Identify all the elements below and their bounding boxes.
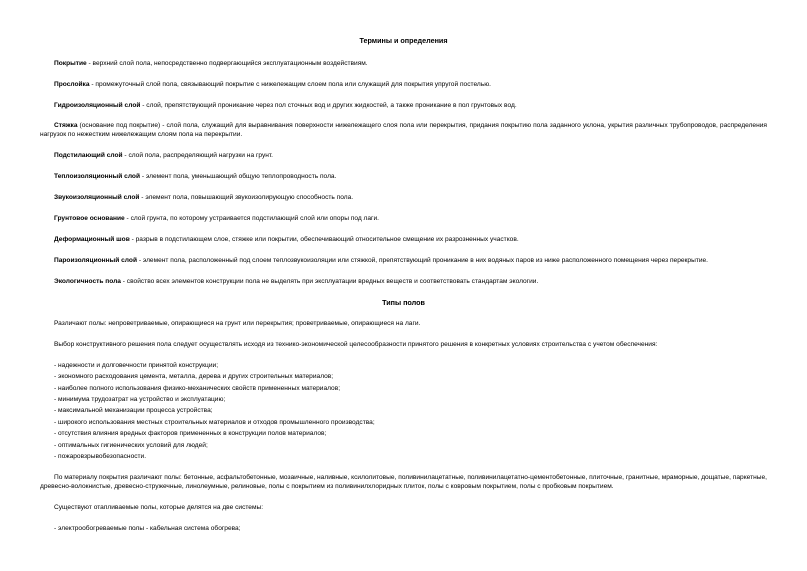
term-text: - слой, препятствующий проникание через пол сточных вод и других жидкостей, а также проникание в пол грунтовых вод. [140,101,517,109]
section-title-terms: Термины и определения [359,36,448,45]
term-text: - слой грунта, по которому устраивается подстилающий слой или опоры под лаги. [124,214,379,222]
term-name: Грунтовое основание [54,214,125,222]
list-item: - широкого использования местных строительных материалов и отходов промышленного производства; [54,418,375,426]
term-definition [40,278,767,287]
list-item: - наиболее полного использования физико-механических свойств примененных материалов; [54,384,341,392]
term-name: Пароизоляционный слой [54,256,137,264]
term-name: Гидроизоляционный слой [54,101,141,109]
paragraph: Выбор конструктивного решения пола следует осуществлять исходя из технико-экономической целесообразности принятого решения в конкретных условиях строительства с учетом обеспечения: [54,341,658,349]
list-item: - оптимальных гигиенических условий для людей; [54,441,208,449]
term-text: - промежуточный слой пола, связывающий покрытие с нижележащим слоем пола или служащий для покрытия упругой постелью. [89,80,491,88]
list-item: - экономного расходования цемента, металла, дерева и других строительных материалов; [54,373,334,381]
list-item: - пожаровзрывобезопасности. [54,453,147,461]
section-title-floor-types: Типы полов [382,298,425,308]
term-name: Стяжка [54,122,78,130]
term-text: - верхний слой пола, непосредственно подвергающийся эксплуатационным воздействиям. [86,59,368,67]
term-definition [40,215,767,224]
term-definition [40,122,767,140]
list-item: - надежности и долговечности принятой конструкции; [54,361,219,369]
term-definition [40,257,767,266]
term-text: - элемент пола, расположенный под слоем теплозвукоизоляции или стяжкой, препятствующий проникание в них водяных паров из ниже расположенного помещения через перекрытие. [137,256,709,264]
term-name: Деформационный шов [54,235,130,243]
paragraph: По материалу покрытия различают полы: бетонные, асфальтобетонные, мозаичные, наливные, ксилолитовые, поливинилацетатные, поливинилацетатно-цементобетонные, плиточные, гранитные, мраморные, дощатые, паркетные, древесно-волокнистые, древесно-стружечные, линолеумные, релиновые, полы с покрытием из поливинилхлоридных плиток, полы с ковровым покрытием, полы с пробковым покрытием. [40,473,767,490]
list-item: - максимальной механизации процесса устройства; [54,407,213,415]
term-name: Подстилающий слой [54,152,123,160]
term-definition [40,152,767,161]
term-definition [40,173,767,182]
term-definition [40,236,767,245]
term-name: Звукоизоляционный слой [54,193,140,201]
term-text: - элемент пола, уменьшающий общую теплопроводность пола. [140,173,337,181]
term-name: Покрытие [54,59,87,67]
list-item: - электрообогреваемые полы - кабельная система обогрева; [54,524,241,532]
term-definition [40,81,767,90]
document-page [40,36,767,545]
term-name: Прослойка [54,80,90,88]
term-definition [40,102,767,111]
term-text: - элемент пола, повышающий звукоизолирующую способность пола. [139,193,354,201]
term-name: Экологичность пола [54,277,121,285]
requirements-list [40,362,767,462]
heating-systems-list [40,525,767,534]
list-item: - минимума трудозатрат на устройство и эксплуатацию; [54,396,226,404]
paragraph: Существуют отапливаемые полы, которые делятся на две системы: [54,503,264,511]
term-text: (основание под покрытие) - слой пола, служащий для выравнивания поверхности нижележащего слоя пола или перекрытия, придания покрытию пола заданного уклона, укрытия различных трубопроводов, распределения нагрузок по нежестким нижележащим слоям пола на перекрытии. [40,122,767,139]
paragraph: Различают полы: непроветриваемые, опирающиеся на грунт или перекрытия; проветриваемые, опирающиеся на лаги. [54,320,421,328]
term-definition [40,194,767,203]
term-text: - слой пола, распределяющий нагрузки на грунт. [122,152,274,160]
term-text: - свойство всех элементов конструкции пола не выделять при эксплуатации вредных веществ и соответствовать стандартам экологии. [120,277,539,285]
term-definition [40,60,767,69]
term-text: - разрыв в подстилающем слое, стяжке или покрытии, обеспечивающий относительное смещение их разрозненных участков. [129,235,519,243]
term-name: Теплоизоляционный слой [54,173,141,181]
list-item: - отсутствия влияния вредных факторов примененных в конструкции полов материалов; [54,430,327,438]
